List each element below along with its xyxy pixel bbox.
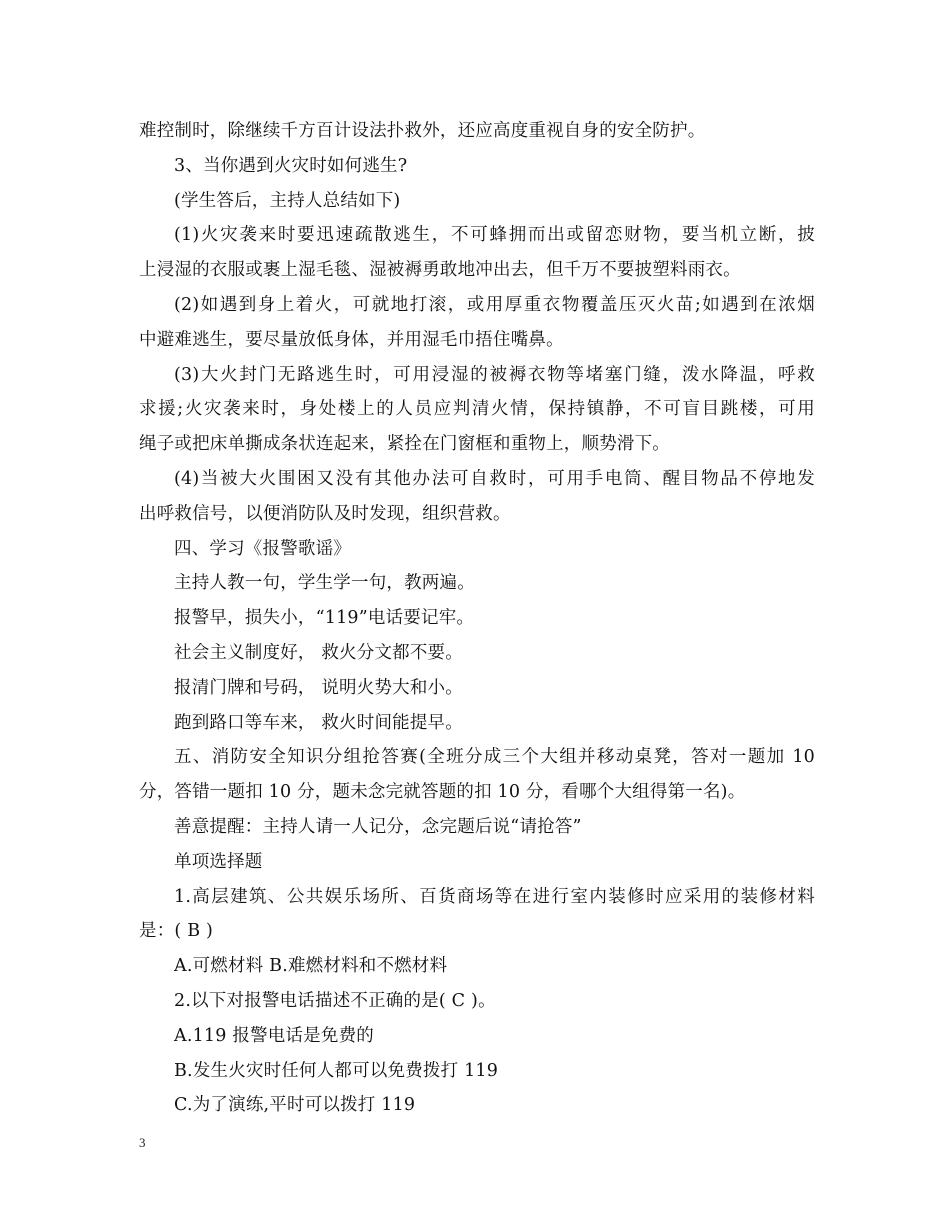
text-line: 是：( B ) [139, 921, 214, 942]
text-line: 社会主义制度好， 救火分文都不要。 [174, 642, 463, 663]
text-line: 1.高层建筑、公共娱乐场所、百货商场等在进行室内装修时应采用的装修材料 [174, 886, 815, 907]
text-line: 难控制时，除继续千方百计设法扑救外，还应高度重视自身的安全防护。 [139, 121, 706, 141]
text-line: 分，答错一题扣 10 分，题未念完就答题的扣 10 分，看哪个大组得第一名)。 [139, 782, 746, 803]
text-line: 绳子或把床单撕成条状连起来，紧拴在门窗框和重物上，顺势滑下。 [139, 434, 670, 455]
text-line: A.119 报警电话是免费的 [174, 1025, 374, 1046]
text-line: (2)如遇到身上着火，可就地打滚，或用厚重衣物覆盖压灭火苗;如遇到在浓烟 [174, 294, 815, 315]
text-line: (3)大火封门无路逃生时，可用浸湿的被褥衣物等堵塞门缝，泼水降温，呼救 [174, 364, 815, 385]
text-line: 3、当你遇到火灾时如何逃生? [174, 155, 408, 176]
text-line: 主持人教一句，学生学一句，教两遍。 [174, 573, 475, 594]
text-line: C.为了演练,平时可以拨打 119 [174, 1095, 416, 1116]
text-line: 五、消防安全知识分组抢答赛(全班分成三个大组并移动桌凳，答对一题加 10 [174, 747, 815, 768]
text-line: 中避难逃生，要尽量放低身体，并用湿毛巾捂住嘴鼻。 [139, 329, 564, 350]
text-line: 出呼救信号，以便消防队及时发现，组织营救。 [139, 503, 511, 524]
document-body [139, 114, 815, 1123]
text-line: 跑到路口等车来， 救火时间能提早。 [174, 712, 463, 733]
text-line: 报清门牌和号码， 说明火势大和小。 [174, 677, 463, 698]
text-line: 善意提醒：主持人请一人记分，念完题后说“请抢答” [174, 816, 582, 837]
text-line: 单项选择题 [174, 851, 263, 872]
text-line: (学生答后，主持人总结如下) [174, 190, 401, 211]
text-line: B.发生火灾时任何人都可以免费拨打 119 [174, 1060, 499, 1081]
text-line: 上浸湿的衣服或裹上湿毛毯、湿被褥勇敢地冲出去，但千万不要披塑料雨衣。 [139, 260, 741, 281]
text-line: A.可燃材料 B.难燃材料和不燃材料 [174, 956, 448, 977]
text-line: 求援;火灾袭来时，身处楼上的人员应判清火情，保持镇静，不可盲目跳楼，可用 [139, 399, 815, 420]
text-line: 2.以下对报警电话描述不正确的是( C )。 [174, 990, 496, 1011]
text-line: 四、学习《报警歌谣》 [174, 538, 351, 559]
page-number: 3 [139, 1135, 146, 1150]
text-line: (4)当被大火围困又没有其他办法可自救时，可用手电筒、醒目物品不停地发 [174, 468, 815, 489]
text-line: 报警早，损失小，“119”电话要记牢。 [174, 608, 475, 629]
text-line: (1)火灾袭来时要迅速疏散逃生，不可蜂拥而出或留恋财物，要当机立断，披 [174, 225, 815, 246]
